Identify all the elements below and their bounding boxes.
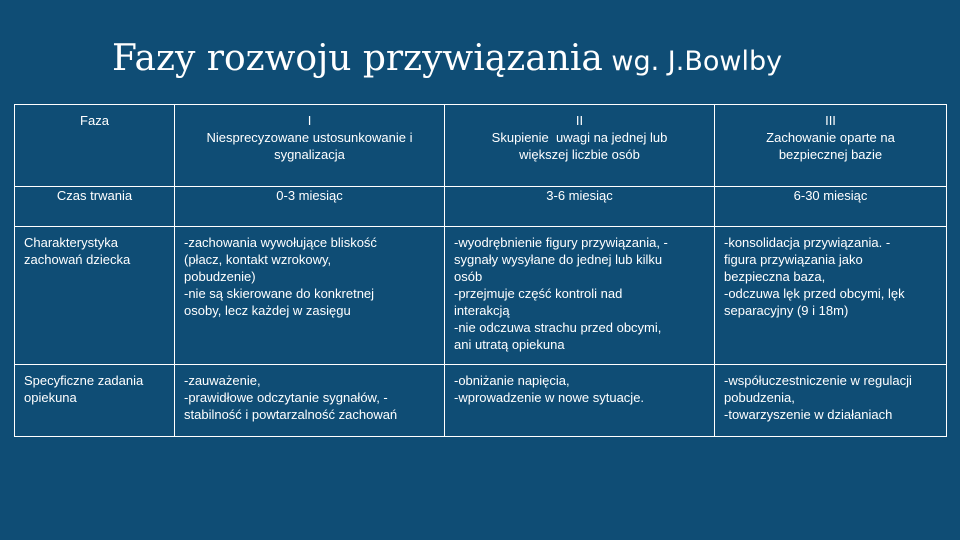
- caregiver-tasks-row: [15, 365, 947, 437]
- duration-phase-3: 6-30 miesiąc: [715, 187, 947, 227]
- text-line: separacyjny (9 i 18m): [724, 303, 849, 318]
- text-line: -konsolidacja przywiązania. -: [724, 235, 891, 250]
- slide-title: [112, 38, 782, 79]
- text-line: -zachowania wywołujące bliskość: [184, 235, 377, 250]
- title-sub: wg. J.Bowlby: [602, 46, 783, 77]
- label-line: Charakterystyka: [24, 235, 118, 250]
- text-line: pobudzenie): [184, 269, 256, 284]
- label-line: Specyficzne zadania: [24, 373, 144, 388]
- text-line: -towarzyszenie w działaniach: [724, 407, 893, 422]
- text-line: -prawidłowe odczytanie sygnałów, -: [184, 390, 388, 405]
- phases-table: [14, 104, 947, 437]
- text-line: -nie odczuwa strachu przed obcymi,: [454, 320, 662, 335]
- phase-name-line: Skupienie uwagi na jednej lub: [491, 130, 668, 145]
- text-line: -obniżanie napięcia,: [454, 373, 570, 388]
- phase-name-line: bezpiecznej bazie: [778, 147, 883, 162]
- title-main: Fazy rozwoju przywiązania: [112, 38, 603, 79]
- duration-row: [15, 187, 947, 227]
- faza-label: Faza: [80, 113, 109, 128]
- text-line: -wprowadzenie w nowe sytuacje.: [454, 390, 645, 405]
- duration-label: Czas trwania: [15, 187, 175, 227]
- characteristics-label: [15, 227, 175, 365]
- phase-numeral: I: [307, 113, 312, 128]
- text-line: -nie są skierowane do konkretnej: [184, 286, 375, 301]
- text-line: -współuczestniczenie w regulacji: [724, 373, 912, 388]
- characteristics-row: [15, 227, 947, 365]
- text-line: osób: [454, 269, 483, 284]
- caregiver-tasks-phase-3: [715, 365, 947, 437]
- text-line: pobudzenia,: [724, 390, 795, 405]
- duration-phase-2: 3-6 miesiąc: [445, 187, 715, 227]
- text-line: bezpieczna baza,: [724, 269, 826, 284]
- text-line: sygnały wysyłane do jednej lub kilku: [454, 252, 663, 267]
- text-line: -zauważenie,: [184, 373, 261, 388]
- label-line: zachowań dziecka: [24, 252, 131, 267]
- phase-name-line: sygnalizacja: [274, 147, 345, 162]
- characteristics-phase-2: [445, 227, 715, 365]
- header-cell-phase-1: [175, 105, 445, 187]
- text-line: interakcją: [454, 303, 510, 318]
- text-line: figura przywiązania jako: [724, 252, 863, 267]
- text-line: -odczuwa lęk przed obcymi, lęk: [724, 286, 905, 301]
- phase-numeral: III: [825, 113, 836, 128]
- text-line: ani utratą opiekuna: [454, 337, 565, 352]
- caregiver-tasks-phase-2: [445, 365, 715, 437]
- text-line: (płacz, kontakt wzrokowy,: [184, 252, 332, 267]
- phase-name-line: większej liczbie osób: [519, 147, 640, 162]
- caregiver-tasks-label: [15, 365, 175, 437]
- caregiver-tasks-phase-1: [175, 365, 445, 437]
- text-line: -wyodrębnienie figury przywiązania, -: [454, 235, 668, 250]
- characteristics-phase-1: [175, 227, 445, 365]
- text-line: osoby, lecz każdej w zasięgu: [184, 303, 351, 318]
- header-row: [15, 105, 947, 187]
- header-cell-phase-2: [445, 105, 715, 187]
- duration-phase-1: 0-3 miesiąc: [175, 187, 445, 227]
- phase-name-line: Niesprecyzowane ustosunkowanie i: [206, 130, 413, 145]
- phase-numeral: II: [575, 113, 584, 128]
- header-cell-phase-3: [715, 105, 947, 187]
- characteristics-phase-3: [715, 227, 947, 365]
- text-line: stabilność i powtarzalność zachowań: [184, 407, 398, 422]
- phase-name-line: Zachowanie oparte na: [766, 130, 895, 145]
- label-line: opiekuna: [24, 390, 77, 405]
- header-cell-faza: [15, 105, 175, 187]
- text-line: -przejmuje część kontroli nad: [454, 286, 623, 301]
